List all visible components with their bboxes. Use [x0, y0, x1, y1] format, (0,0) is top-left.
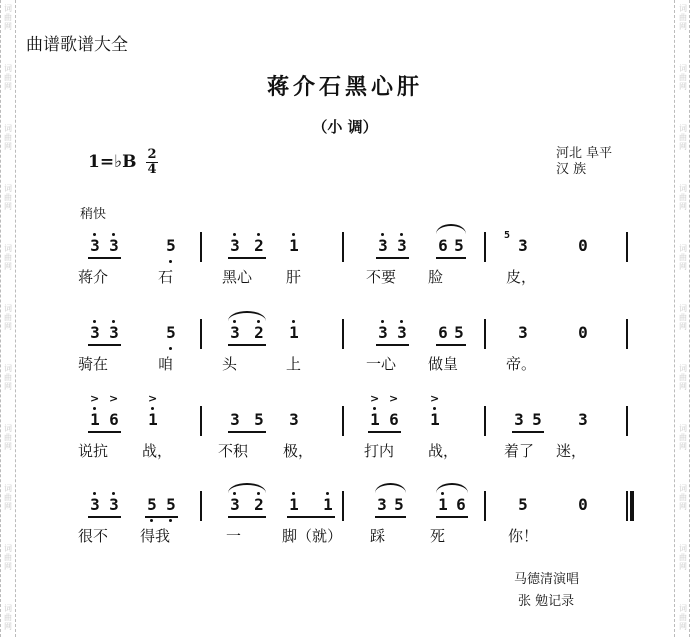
octave-dot-high [112, 233, 115, 236]
octave-dot-high [257, 233, 260, 236]
watermark-text: 词 曲 网 [679, 64, 687, 91]
note: 2 [254, 236, 264, 255]
note: 3 [397, 236, 407, 255]
lyric: 极， [283, 442, 314, 460]
beam-underline [88, 516, 121, 518]
octave-dot-high [373, 407, 376, 410]
beam-underline [376, 344, 409, 346]
note: 5 [166, 236, 176, 255]
bar-line [626, 232, 628, 262]
note: 3 [578, 410, 588, 429]
note: 5 [454, 236, 464, 255]
watermark-text: 词 曲 网 [4, 424, 12, 451]
note: 6 [109, 410, 119, 429]
watermark-text: 词 曲 网 [4, 604, 12, 631]
note: 5 [254, 410, 264, 429]
note: 3 [90, 236, 100, 255]
bar-line [200, 319, 202, 349]
bar-line [342, 491, 344, 521]
watermark-text: 词 曲 网 [679, 244, 687, 271]
bar-line [626, 491, 628, 521]
final-bar-line [630, 491, 634, 521]
note: 2 [254, 495, 264, 514]
slur [375, 483, 406, 493]
bar-line [484, 232, 486, 262]
note: 5 [394, 495, 404, 514]
accent-mark: > [370, 392, 380, 405]
song-subtitle: （小 调） [312, 118, 378, 136]
lyric: 战， [142, 442, 173, 460]
grace-note: 5 [503, 230, 511, 241]
beam-underline [88, 257, 121, 259]
note: 1 [323, 495, 333, 514]
watermark-text: 词 曲 网 [679, 184, 687, 211]
note: 0 [578, 495, 588, 514]
lyric: 不要 [366, 268, 397, 286]
lyric: 脚（就） [282, 527, 343, 545]
bar-line [200, 491, 202, 521]
octave-dot-high [381, 320, 384, 323]
note: 2 [254, 323, 264, 342]
beam-underline [228, 257, 266, 259]
bar-line [342, 319, 344, 349]
note: 5 [166, 323, 176, 342]
tempo-marking: 稍快 [80, 207, 107, 222]
credit-singer: 马德清演唱 [514, 572, 580, 587]
lyric: 很不 [78, 527, 109, 545]
note: 3 [109, 323, 119, 342]
note: 3 [289, 410, 299, 429]
octave-dot-low [169, 519, 172, 522]
note: 3 [518, 323, 528, 342]
beam-underline [436, 516, 468, 518]
beam-underline [512, 431, 544, 433]
note: 3 [90, 495, 100, 514]
octave-dot-high [381, 233, 384, 236]
bar-line [342, 406, 344, 436]
lyric: 黑心 [222, 268, 253, 286]
watermark-text: 词 曲 网 [679, 484, 687, 511]
song-title: 蒋介石黑心肝 [266, 74, 423, 100]
slur [436, 224, 466, 234]
octave-dot-high [93, 407, 96, 410]
beam-underline [88, 431, 121, 433]
note: 3 [377, 495, 387, 514]
octave-dot-high [292, 233, 295, 236]
lyric: 帝。 [506, 355, 537, 373]
watermark-text: 词 曲 网 [679, 304, 687, 331]
lyric: 石 [158, 268, 174, 286]
bar-line [200, 406, 202, 436]
octave-dot-high [433, 407, 436, 410]
watermark-text: 词 曲 网 [679, 544, 687, 571]
bar-line [484, 406, 486, 436]
note: 5 [454, 323, 464, 342]
lyric: 骑在 [78, 355, 109, 373]
slur [228, 483, 266, 493]
beam-underline [436, 257, 466, 259]
octave-dot-high [93, 233, 96, 236]
octave-dot-high [233, 233, 236, 236]
watermark-text: 词 曲 网 [4, 124, 12, 151]
accent-mark: > [148, 392, 158, 405]
watermark-text: 词 曲 网 [4, 364, 12, 391]
octave-dot-high [292, 320, 295, 323]
note: 1 [289, 495, 299, 514]
slur [228, 311, 266, 321]
watermark-text: 词 曲 网 [679, 4, 687, 31]
note: 1 [289, 323, 299, 342]
note: 3 [109, 495, 119, 514]
beam-underline [228, 431, 266, 433]
note: 3 [378, 236, 388, 255]
note: 1 [370, 410, 380, 429]
lyric: 打内 [364, 442, 395, 460]
beam-underline [88, 344, 121, 346]
note: 0 [578, 323, 588, 342]
watermark-text: 词 曲 网 [4, 304, 12, 331]
octave-dot-low [169, 347, 172, 350]
origin-line2: 汉 族 [556, 162, 587, 177]
note: 3 [230, 323, 240, 342]
note: 3 [514, 410, 524, 429]
lyric: 说抗 [78, 442, 109, 460]
watermark-text: 词 曲 网 [679, 364, 687, 391]
note: 6 [438, 323, 448, 342]
beam-underline [368, 431, 401, 433]
lyric: 皮， [506, 268, 537, 286]
watermark-text: 词 曲 网 [4, 184, 12, 211]
note: 5 [532, 410, 542, 429]
lyric: 做皇 [428, 355, 459, 373]
time-sig-bottom: 4 [147, 162, 157, 177]
bar-line [200, 232, 202, 262]
note: 1 [289, 236, 299, 255]
lyric: 迷， [556, 442, 587, 460]
note: 1 [438, 495, 448, 514]
beam-underline [228, 344, 266, 346]
note: 1 [90, 410, 100, 429]
time-sig-top: 2 [147, 147, 157, 162]
watermark-text: 词 曲 网 [679, 604, 687, 631]
lyric: 上 [286, 355, 302, 373]
lyric: 一心 [366, 355, 397, 373]
note: 3 [230, 236, 240, 255]
note: 0 [578, 236, 588, 255]
accent-mark: > [389, 392, 399, 405]
beam-underline [436, 344, 466, 346]
note: 3 [109, 236, 119, 255]
lyric: 一 [226, 527, 242, 545]
note: 1 [148, 410, 158, 429]
beam-underline [376, 257, 409, 259]
watermark-text: 词 曲 网 [4, 484, 12, 511]
watermark-text: 词 曲 网 [4, 544, 12, 571]
octave-dot-high [400, 320, 403, 323]
octave-dot-high [400, 233, 403, 236]
octave-dot-high [93, 492, 96, 495]
octave-dot-high [292, 492, 295, 495]
lyric: 着了 [504, 442, 535, 460]
time-signature [146, 148, 158, 177]
note: 1 [430, 410, 440, 429]
beam-underline [228, 516, 266, 518]
beam-underline [375, 516, 406, 518]
note: 5 [147, 495, 157, 514]
octave-dot-high [93, 320, 96, 323]
note: 3 [378, 323, 388, 342]
bar-line [626, 319, 628, 349]
origin [556, 146, 612, 178]
lyric: 肝 [286, 268, 302, 286]
lyric: 脸 [428, 268, 444, 286]
note: 3 [230, 410, 240, 429]
accent-mark: > [90, 392, 100, 405]
credit-recorder: 张 勉记录 [518, 594, 575, 609]
accent-mark: > [109, 392, 119, 405]
watermark-text: 词 曲 网 [679, 124, 687, 151]
note: 5 [518, 495, 528, 514]
lyric: 死 [430, 527, 446, 545]
lyric: 战， [428, 442, 459, 460]
note: 5 [166, 495, 176, 514]
note: 6 [438, 236, 448, 255]
note: 3 [397, 323, 407, 342]
beam-underline [145, 516, 178, 518]
lyric: 得我 [140, 527, 171, 545]
lyric: 头 [222, 355, 238, 373]
watermark-text: 词 曲 网 [4, 244, 12, 271]
site-label: 曲谱歌谱大全 [26, 35, 128, 55]
beam-underline [287, 516, 335, 518]
octave-dot-high [151, 407, 154, 410]
note: 6 [456, 495, 466, 514]
bar-line [484, 319, 486, 349]
lyric: 你！ [508, 527, 539, 545]
bar-line [484, 491, 486, 521]
accent-mark: > [430, 392, 440, 405]
watermark-text: 词 曲 网 [4, 64, 12, 91]
lyric: 蒋介 [78, 268, 109, 286]
bar-line [626, 406, 628, 436]
note: 6 [389, 410, 399, 429]
octave-dot-high [112, 492, 115, 495]
key-signature: 1=♭B [88, 152, 137, 172]
watermark-text: 词 曲 网 [4, 4, 12, 31]
octave-dot-low [150, 519, 153, 522]
lyric: 不积 [218, 442, 249, 460]
watermark-text: 词 曲 网 [679, 424, 687, 451]
note: 3 [230, 495, 240, 514]
octave-dot-low [169, 260, 172, 263]
slur [436, 483, 468, 493]
lyric: 踩 [370, 527, 386, 545]
octave-dot-high [112, 320, 115, 323]
origin-line1: 河北 阜平 [556, 146, 613, 161]
lyric: 咱 [158, 355, 174, 373]
bar-line [342, 232, 344, 262]
note: 3 [518, 236, 528, 255]
octave-dot-high [326, 492, 329, 495]
note: 3 [90, 323, 100, 342]
